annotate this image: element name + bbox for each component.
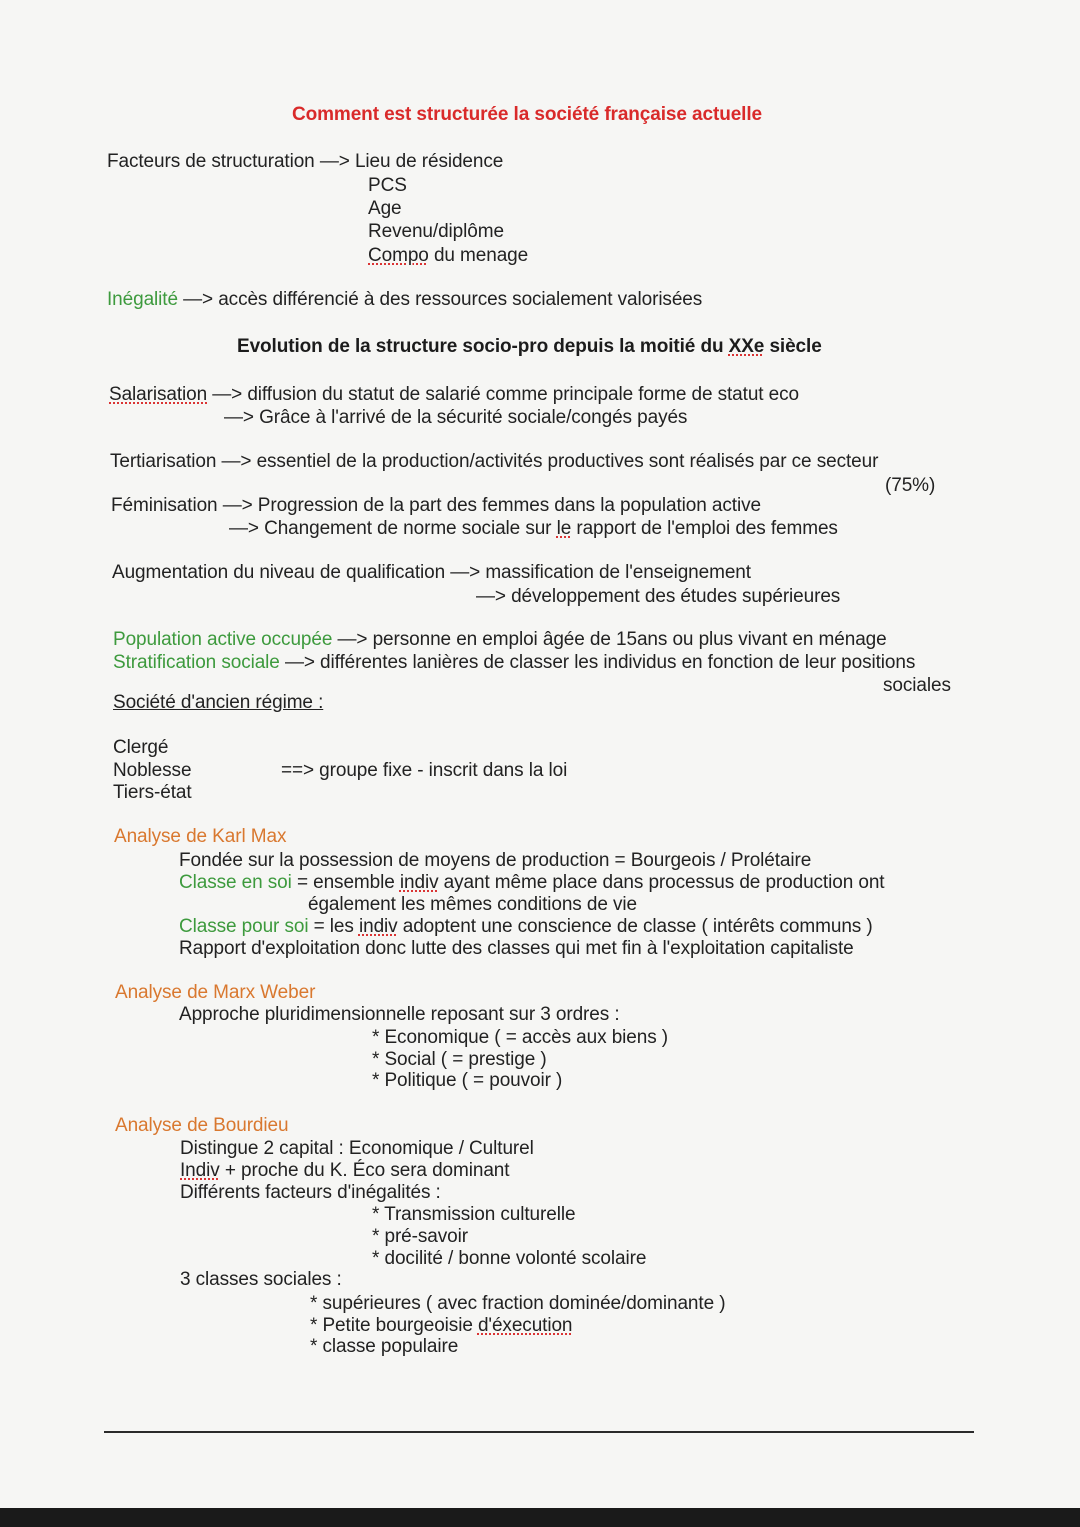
salarisation-line: Salarisation —> diffusion du statut de salarié comme principale forme de statut eco	[109, 384, 799, 405]
tertiarisation-line: Tertiarisation —> essentiel de la production/activités productives sont réalisés par ce secteur	[110, 451, 879, 472]
bourdieu-line-1: Distingue 2 capital : Economique / Culturel	[180, 1138, 534, 1159]
facteur-compo: Compo du menage	[368, 245, 529, 266]
bourdieu-classe-superieure: * supérieures ( avec fraction dominée/dominante )	[310, 1293, 726, 1314]
marx-classe-pour-soi: Classe pour soi = les indiv adoptent une conscience de classe ( intérêts communs )	[179, 916, 873, 937]
bourdieu-heading: Analyse de Bourdieu	[115, 1115, 289, 1136]
bourdieu-facteur-transmission: * Transmission culturelle	[372, 1204, 576, 1225]
marx-line-5: Rapport d'exploitation donc lutte des classes qui met fin à l'exploitation capitaliste	[179, 938, 854, 959]
bourdieu-classe-petite-bourgeoisie: * Petite bourgeoisie d'éxecution	[310, 1315, 573, 1336]
tertiarisation-percent: (75%)	[885, 475, 936, 496]
ordre-clerge: Clergé	[113, 737, 169, 758]
ancien-regime-note: ==> groupe fixe - inscrit dans la loi	[281, 760, 568, 781]
bourdieu-facteur-presavoir: * pré-savoir	[372, 1226, 468, 1247]
ancien-regime-heading: Société d'ancien régime :	[113, 692, 324, 713]
weber-heading: Analyse de Marx Weber	[115, 982, 316, 1003]
bourdieu-classes-heading: 3 classes sociales :	[180, 1269, 342, 1290]
inegalite-definition: Inégalité —> accès différencié à des ressources socialement valorisées	[107, 289, 703, 310]
weber-ordre-social: * Social ( = prestige )	[372, 1049, 547, 1070]
bourdieu-line-2: Indiv + proche du K. Éco sera dominant	[180, 1160, 510, 1181]
facteur-age: Age	[368, 198, 402, 219]
ordre-tiers-etat: Tiers-état	[113, 782, 192, 803]
feminisation-line: Féminisation —> Progression de la part des femmes dans la population active	[111, 495, 761, 516]
facteurs-label: Facteurs de structuration —> Lieu de résidence	[107, 151, 504, 172]
stratification-definition-end: sociales	[883, 675, 951, 696]
ordre-noblesse: Noblesse	[113, 760, 192, 781]
bottom-rule	[104, 1431, 974, 1433]
facteur-pcs: PCS	[368, 175, 407, 196]
facteur-revenu: Revenu/diplôme	[368, 221, 504, 242]
scan-edge	[0, 1508, 1080, 1527]
qualification-line: Augmentation du niveau de qualification —> massification de l'enseignement	[112, 562, 751, 583]
weber-line-1: Approche pluridimensionnelle reposant sur 3 ordres :	[179, 1004, 620, 1025]
marx-heading: Analyse de Karl Max	[114, 826, 287, 847]
evolution-heading: Evolution de la structure socio-pro depuis la moitié du XXe siècle	[237, 336, 822, 357]
stratification-definition: Stratification sociale —> différentes lanières de classer les individus en fonction de leur positions	[113, 652, 916, 673]
population-active-definition: Population active occupée —> personne en emploi âgée de 15ans ou plus vivant en ménage	[113, 629, 887, 650]
bourdieu-line-3: Différents facteurs d'inégalités :	[180, 1182, 441, 1203]
bourdieu-classe-populaire: * classe populaire	[310, 1336, 459, 1357]
marx-classe-en-soi: Classe en soi = ensemble indiv ayant même place dans processus de production ont	[179, 872, 885, 893]
page-title: Comment est structurée la société française actuelle	[292, 104, 762, 125]
marx-line-3: également les mêmes conditions de vie	[308, 894, 637, 915]
marx-line-1: Fondée sur la possession de moyens de production = Bourgeois / Prolétaire	[179, 850, 812, 871]
salarisation-line-2: —> Grâce à l'arrivé de la sécurité sociale/congés payés	[224, 407, 688, 428]
weber-ordre-economique: * Economique ( = accès aux biens )	[372, 1027, 669, 1048]
feminisation-line-2: —> Changement de norme sociale sur le rapport de l'emploi des femmes	[229, 518, 838, 539]
bourdieu-facteur-docilite: * docilité / bonne volonté scolaire	[372, 1248, 647, 1269]
weber-ordre-politique: * Politique ( = pouvoir )	[372, 1070, 563, 1091]
qualification-line-2: —> développement des études supérieures	[476, 586, 841, 607]
